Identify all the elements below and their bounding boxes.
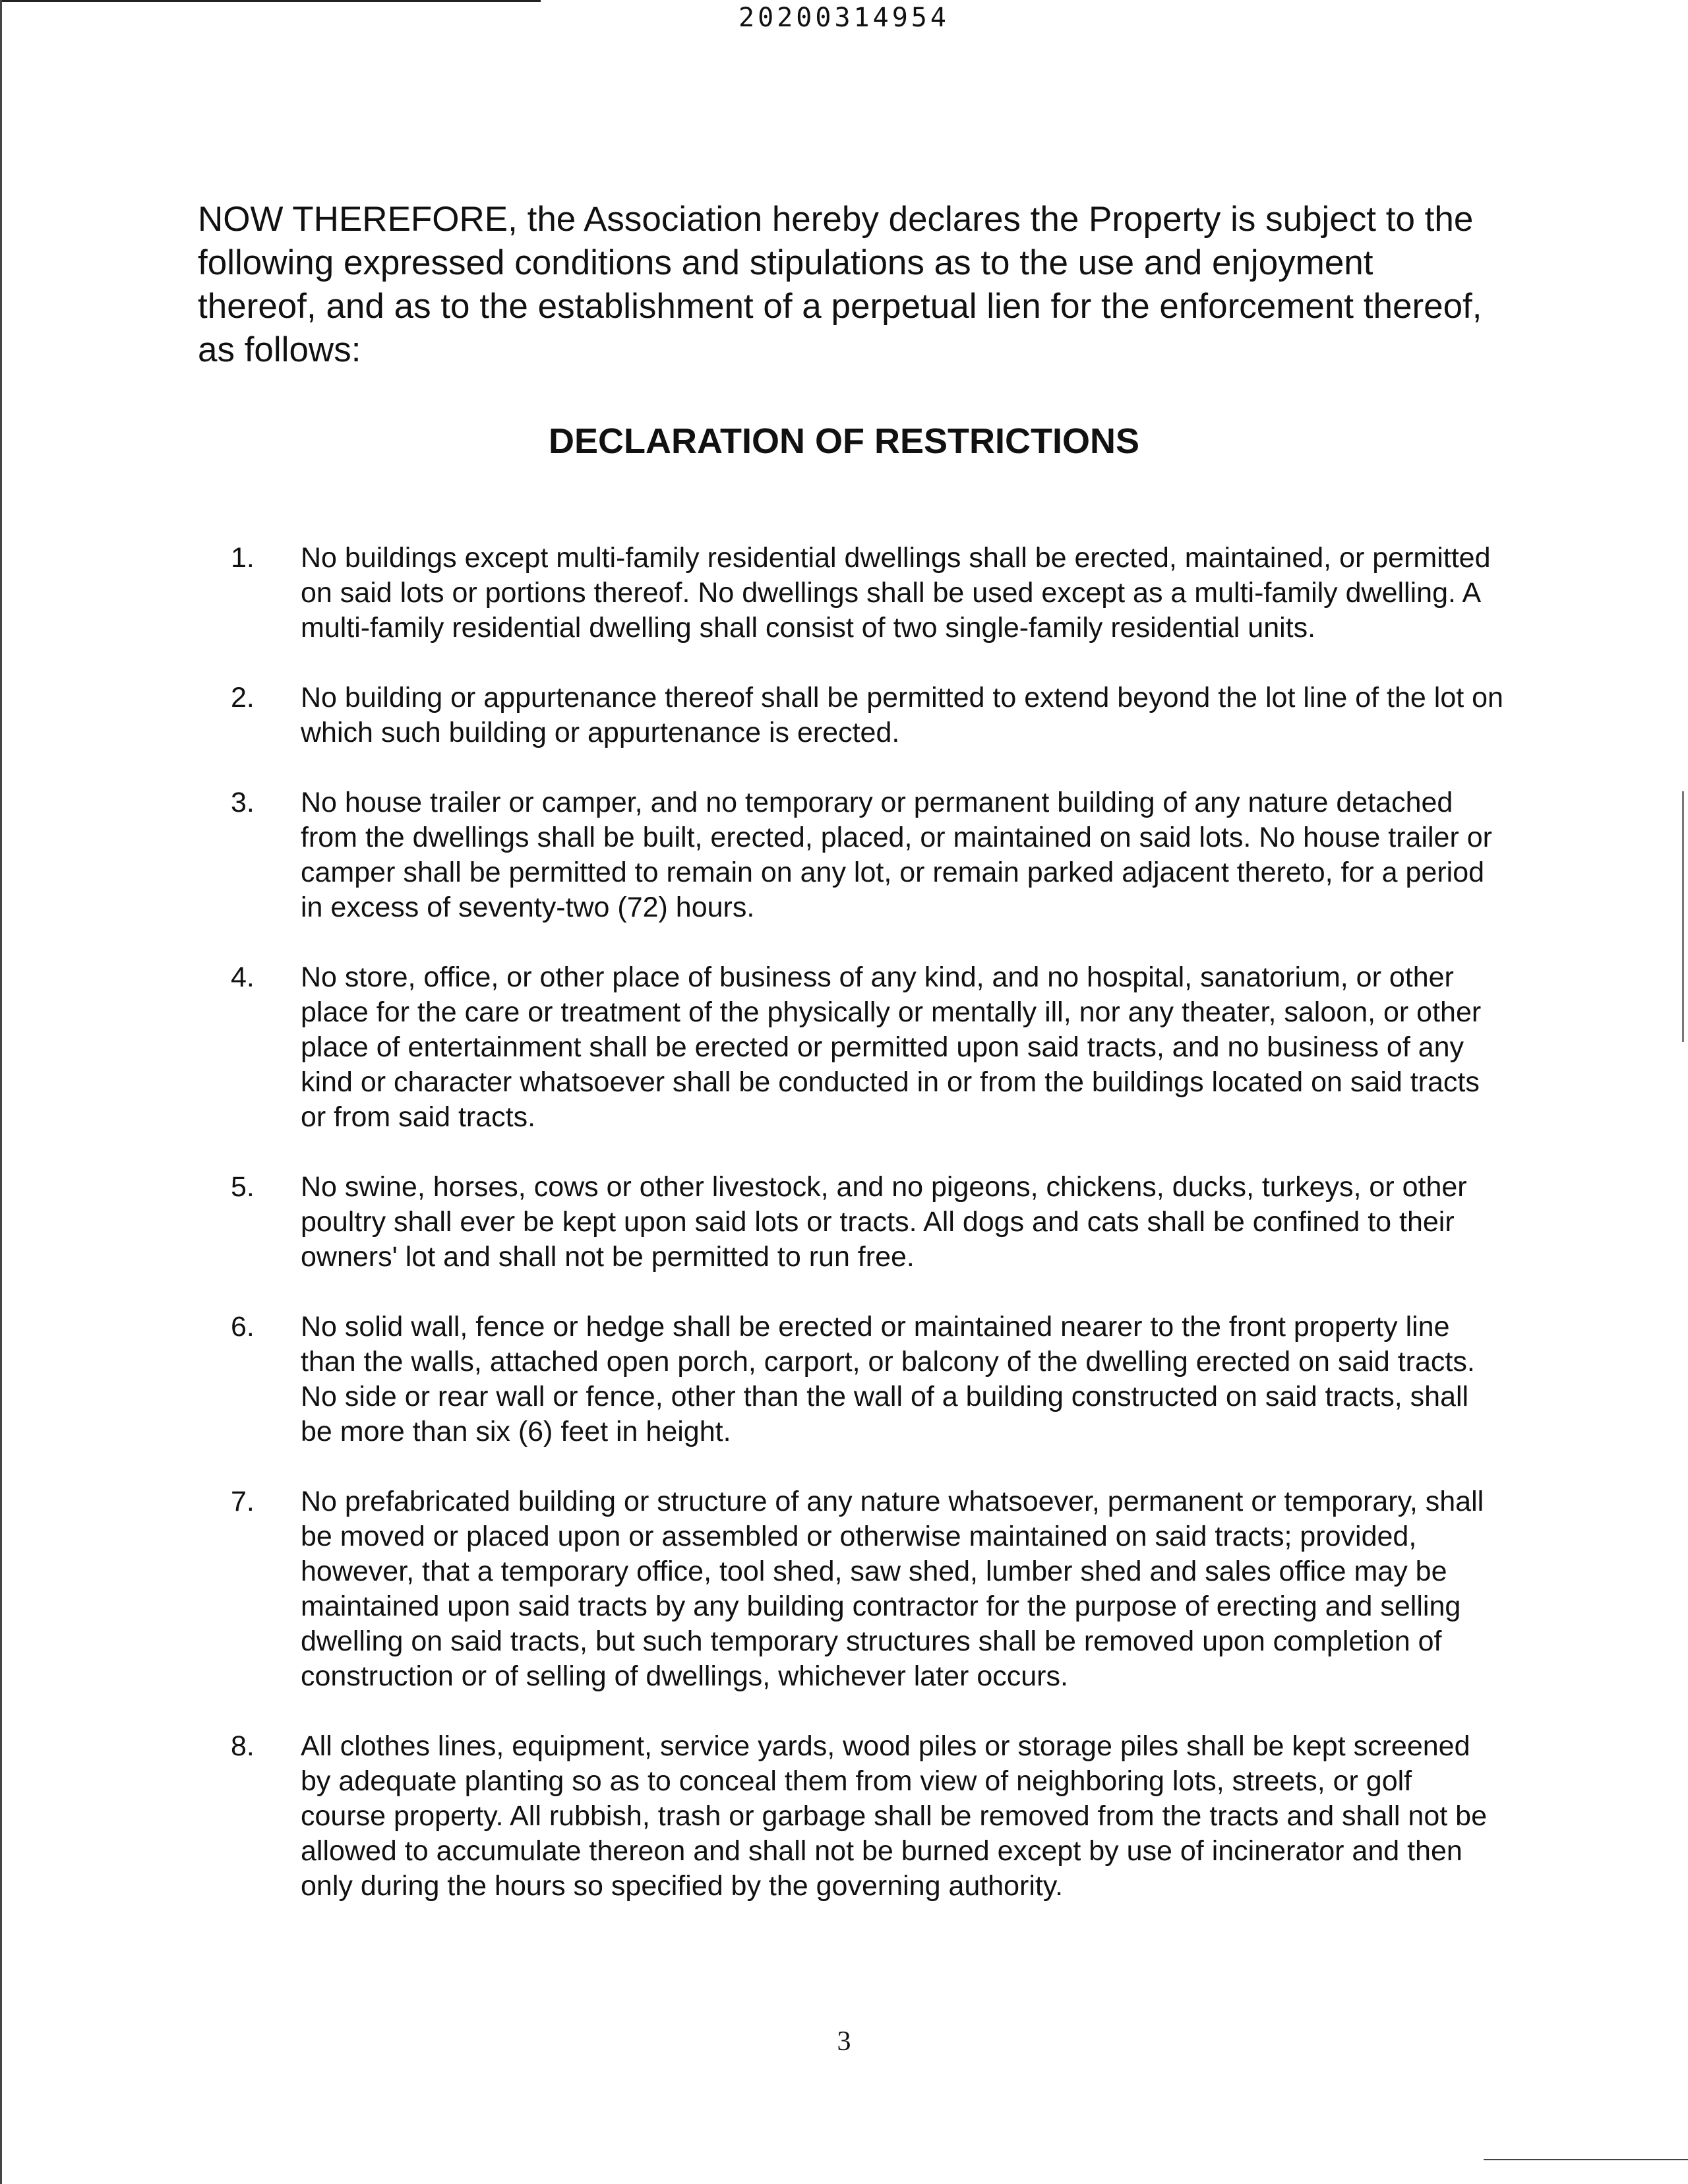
restriction-text: No house trailer or camper, and no temporary or permanent building of any nature detached from the dwellings shall be built, erected, placed, or maintained on said lots. No house trailer or camper shall be permitted to remain on any lot, or remain parked adjacent thereto, for a period in excess of seventy-two (72) hours. bbox=[301, 787, 1492, 923]
restriction-item bbox=[231, 960, 1503, 1135]
scan-edge-line-bottom bbox=[1484, 2159, 1688, 2160]
restriction-item bbox=[231, 681, 1503, 750]
restriction-text: No store, office, or other place of business of any kind, and no hospital, sanatorium, or other place for the care or treatment of the physically or mentally ill, nor any theater, saloon, or other place of entertainment shall be erected or permitted upon said tracts, and no business of any kind or character whatsoever shall be conducted in or from the buildings located on said tracts or from said tracts. bbox=[301, 961, 1482, 1133]
restrictions-list bbox=[231, 541, 1503, 1939]
restriction-number: 4. bbox=[231, 961, 255, 993]
restriction-number: 1. bbox=[231, 542, 255, 574]
restriction-number: 7. bbox=[231, 1486, 255, 1517]
restriction-number: 3. bbox=[231, 787, 255, 818]
preamble-paragraph: NOW THEREFORE, the Association hereby declares the Property is subject to the following expressed conditions and stipulations as to the use and enjoyment thereof, and as to the establishment of a perpetual lien for the enforcement thereof, as follows: bbox=[198, 200, 1482, 369]
restriction-item bbox=[231, 1310, 1503, 1449]
restriction-item bbox=[231, 541, 1503, 646]
restriction-text: No solid wall, fence or hedge shall be erected or maintained nearer to the front property line than the walls, attached open porch, carport, or balcony of the dwelling erected on said tracts. No side or rear wall or fence, other than the wall of a building constructed on said tracts, shall be more than six (6) feet in height. bbox=[301, 1311, 1475, 1447]
restriction-number: 2. bbox=[231, 682, 255, 713]
scan-edge-line-top bbox=[0, 0, 541, 2]
restriction-item bbox=[231, 785, 1503, 925]
restriction-text: No swine, horses, cows or other livestock, and no pigeons, chickens, ducks, turkeys, or other poultry shall ever be kept upon said lots or tracts. All dogs and cats shall be confined to their owners' lot and shall not be permitted to run free. bbox=[301, 1171, 1467, 1273]
page-number: 3 bbox=[837, 2026, 851, 2057]
scan-edge-line-left bbox=[0, 0, 2, 2184]
restriction-item bbox=[231, 1729, 1503, 1904]
document-number: 20200314954 bbox=[738, 3, 950, 33]
restriction-text: No buildings except multi-family residential dwellings shall be erected, maintained, or permitted on said lots or portions thereof. No dwellings shall be used except as a multi-family dwelling. A multi-family residential dwelling shall consist of two single-family residential units. bbox=[301, 542, 1491, 644]
scan-edge-line-right bbox=[1682, 791, 1684, 1042]
restriction-text: No prefabricated building or structure of any nature whatsoever, permanent or temporary, shall be moved or placed upon or assembled or otherwise maintained on said tracts; provided, however, that a temporary office, tool shed, saw shed, lumber shed and sales office may be maintained upon said tracts by any building contractor for the purpose of erecting and selling dwelling on said tracts, but such temporary structures shall be removed upon completion of construction or of selling of dwellings, whichever later occurs. bbox=[301, 1486, 1484, 1692]
restriction-number: 8. bbox=[231, 1730, 255, 1762]
restriction-text: No building or appurtenance thereof shall be permitted to extend beyond the lot line of the lot on which such building or appurtenance is erected. bbox=[301, 682, 1503, 748]
restriction-item bbox=[231, 1170, 1503, 1275]
restriction-number: 6. bbox=[231, 1311, 255, 1343]
restriction-number: 5. bbox=[231, 1171, 255, 1203]
page-title: DECLARATION OF RESTRICTIONS bbox=[549, 421, 1139, 461]
restriction-item bbox=[231, 1484, 1503, 1694]
restriction-text: All clothes lines, equipment, service yards, wood piles or storage piles shall be kept screened by adequate planting so as to conceal them from view of neighboring lots, streets, or golf course property. All rubbish, trash or garbage shall be removed from the tracts and shall not be allowed to accumulate thereon and shall not be burned except by use of incinerator and then only during the hours so specified by the governing authority. bbox=[301, 1730, 1487, 1902]
